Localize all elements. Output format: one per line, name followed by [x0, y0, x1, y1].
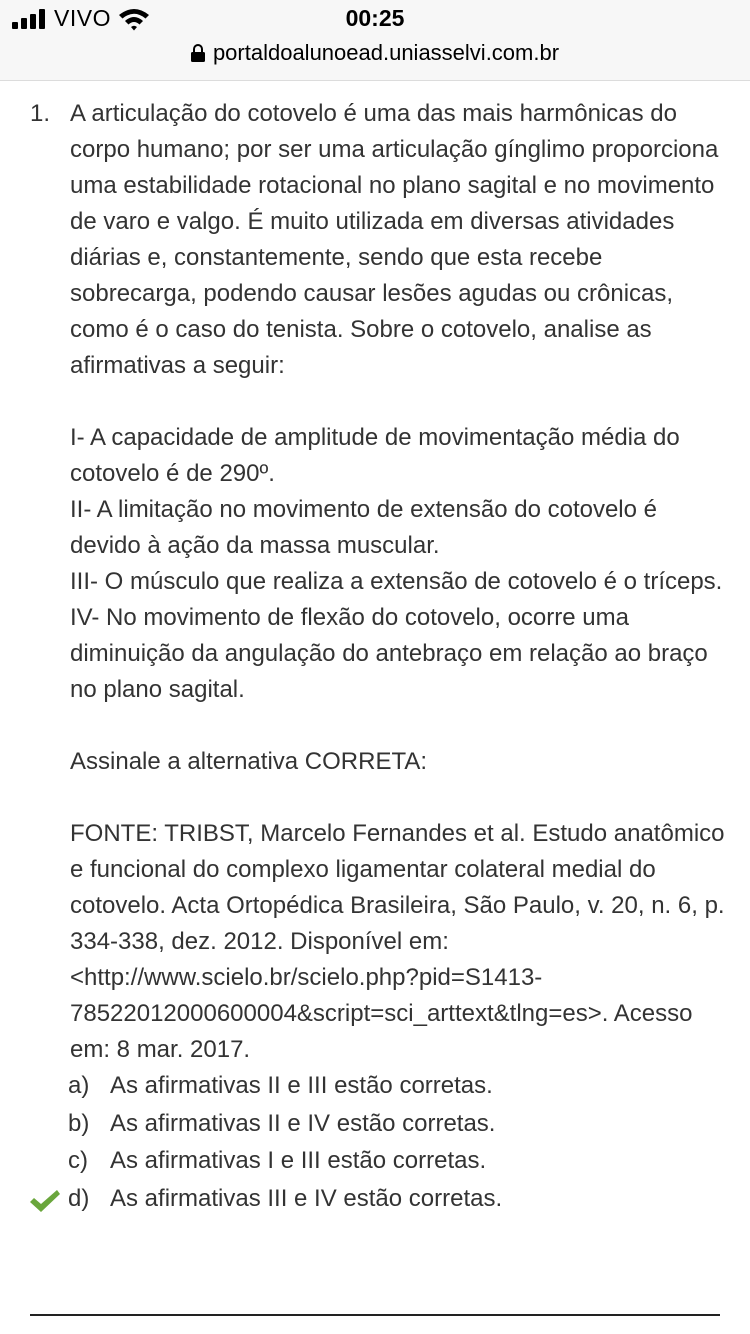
- option-a[interactable]: [70, 1068, 725, 1106]
- option-letter: a): [68, 1072, 90, 1099]
- question-body: [70, 96, 725, 1218]
- option-text: As afirmativas II e IV estão corretas.: [110, 1109, 496, 1137]
- option-d[interactable]: [70, 1181, 725, 1219]
- carrier-name: VIVO: [54, 5, 111, 31]
- status-bar: [0, 0, 750, 81]
- option-text: As afirmativas III e IV estão corretas.: [110, 1184, 503, 1212]
- question-source: FONTE: TRIBST, Marcelo Fernandes et al. Estudo anatômico e funcional do complexo ligamentar colateral medial do cotovelo. Acta Ortopédica Brasileira, São Paulo, v. 20, n. 6, p. 334-338, dez. 2012. Disponível em: <http://www.scielo.br/scielo.php?pid=S1413-78522012000600004&script=sci_arttext&tlng=es>. Acesso em: 8 mar. 2017.: [70, 820, 725, 1063]
- option-b[interactable]: [70, 1106, 725, 1144]
- question-instruction: Assinale a alternativa CORRETA:: [70, 748, 428, 775]
- url-text: portaldoalunoead.uniasselvi.com.br: [212, 40, 560, 65]
- affirmative-2: II- A limitação no movimento de extensão do cotovelo é devido à ação da massa muscular.: [70, 496, 658, 559]
- status-time: 00:25: [345, 5, 405, 31]
- option-letter: c): [68, 1147, 88, 1174]
- question-number: 1.: [30, 100, 51, 127]
- divider: [30, 1314, 720, 1316]
- affirmative-3: III- O músculo que realiza a extensão de cotovelo é o tríceps.: [70, 568, 723, 595]
- address-bar[interactable]: [0, 40, 750, 66]
- option-c[interactable]: [70, 1143, 725, 1181]
- option-letter: b): [68, 1109, 90, 1137]
- option-text: As afirmativas II e III estão corretas.: [110, 1072, 493, 1099]
- checkmark-icon: [28, 1189, 62, 1213]
- question-statement: A articulação do cotovelo é uma das mais harmônicas do corpo humano; por ser uma articulação gínglimo proporciona uma estabilidade rotacional no plano sagital e no movimento de varo e valgo. É muito utilizada em diversas atividades diárias e, constantemente, sendo que esta recebe sobrecarga, podendo causar lesões agudas ou crônicas, como é o caso do tenista. Sobre o cotovelo, analise as afirmativas a seguir:: [70, 100, 719, 379]
- option-text: As afirmativas I e III estão corretas.: [110, 1147, 487, 1174]
- lock-icon: [191, 44, 205, 62]
- affirmative-1: I- A capacidade de amplitude de movimentação média do cotovelo é de 290º.: [70, 424, 680, 487]
- answer-options: [70, 1068, 725, 1218]
- affirmative-4: IV- No movimento de flexão do cotovelo, ocorre uma diminuição da angulação do antebraço em relação ao braço no plano sagital.: [70, 604, 708, 703]
- option-letter: d): [68, 1184, 90, 1212]
